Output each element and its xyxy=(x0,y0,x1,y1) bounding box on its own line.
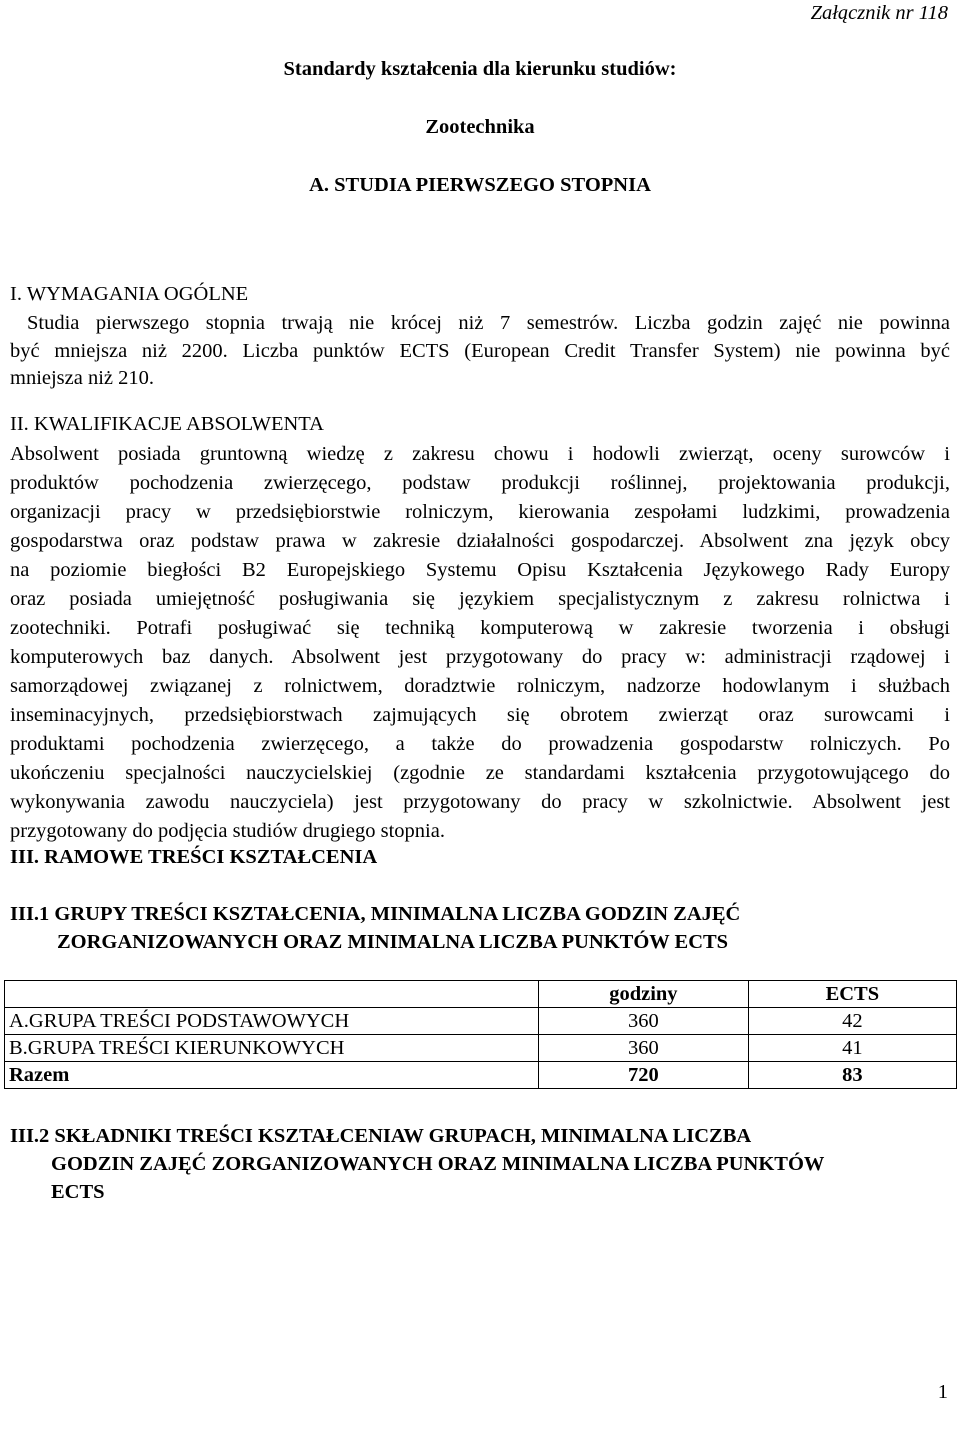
table-cell: 83 xyxy=(748,1062,956,1089)
section-2-heading: II. KWALIFIKACJE ABSOLWENTA xyxy=(10,413,324,435)
section-1-line: Studia pierwszego stopnia trwają nie krócej niż 7 semestrów. Liczba godzin zajęć nie powinna xyxy=(27,312,950,334)
section-2-line: produktów pochodzenia zwierzęcego, podstaw produkcji roślinnej, projektowania produkcji, xyxy=(10,472,950,494)
table-header-cell xyxy=(5,981,539,1008)
page-number: 1 xyxy=(937,1381,948,1403)
section-3-1-line: ZORGANIZOWANYCH ORAZ MINIMALNA LICZBA PUNKTÓW ECTS xyxy=(57,931,729,953)
section-1-heading: I. WYMAGANIA OGÓLNE xyxy=(10,283,249,305)
section-2-line: inseminacyjnych, przedsiębiorstwach zajmujących się obrotem zwierząt oraz surowcami i xyxy=(10,704,950,726)
field-of-study: Zootechnika xyxy=(425,116,535,138)
table-cell: A.GRUPA TREŚCI PODSTAWOWYCH xyxy=(5,1008,539,1035)
section-2-line: Absolwent posiada gruntowną wiedzę z zakresu chowu i hodowli zwierząt, oceny surowców i xyxy=(10,443,950,465)
table-cell: 41 xyxy=(748,1035,956,1062)
section-2-line: oraz posiada umiejętność posługiwania się językiem specjalistycznym z zakresu rolnictwa i xyxy=(10,588,950,610)
section-1-body xyxy=(10,310,950,393)
table-header-cell: ECTS xyxy=(748,981,956,1008)
section-2-line: organizacji pracy w przedsiębiorstwie rolniczym, kierowania zespołami ludzkimi, prowadzenia xyxy=(10,501,950,523)
table-cell: 42 xyxy=(748,1008,956,1035)
section-3-2-heading xyxy=(10,1122,824,1206)
section-2-line: na poziomie biegłości B2 Europejskiego Systemu Opisu Kształcenia Językowego Rady Europy xyxy=(10,559,950,581)
table-total-row xyxy=(5,1062,957,1089)
section-3-2-line: III.2 SKŁADNIKI TREŚCI KSZTAŁCENIAW GRUPACH, MINIMALNA LICZBA xyxy=(10,1125,752,1147)
document-title: Standardy kształcenia dla kierunku studiów: xyxy=(283,58,677,80)
section-3-2-line: GODZIN ZAJĘĆ ZORGANIZOWANYCH ORAZ MINIMALNA LICZBA PUNKTÓW xyxy=(51,1153,825,1175)
table-header-row xyxy=(5,981,957,1008)
study-level: A. STUDIA PIERWSZEGO STOPNIA xyxy=(309,174,651,196)
table-row xyxy=(5,1008,957,1035)
section-3-1-line: III.1 GRUPY TREŚCI KSZTAŁCENIA, MINIMALNA LICZBA GODZIN ZAJĘĆ xyxy=(10,903,741,925)
section-2-line: komputerowych baz danych. Absolwent jest przygotowany do pracy w: administracji rządowej i xyxy=(10,646,950,668)
section-2-line: wykonywania zawodu nauczyciela) jest przygotowany do pracy w szkolnictwie. Absolwent jest xyxy=(10,791,950,813)
table-cell: Razem xyxy=(5,1062,539,1089)
section-3-1-heading xyxy=(10,900,740,956)
annex-label: Załącznik nr 118 xyxy=(810,2,948,24)
table-cell: 720 xyxy=(539,1062,749,1089)
section-2-line: gospodarstwa oraz podstaw prawa w zakresie działalności gospodarczej. Absolwent zna język obcy xyxy=(10,530,950,552)
section-2-body xyxy=(10,440,950,846)
section-2-line: ukończeniu specjalności nauczycielskiej (zgodnie ze standardami kształcenia przygotowującego do xyxy=(10,762,950,784)
section-2-line: przygotowany do podjęcia studiów drugiego stopnia. xyxy=(10,820,445,842)
table-cell: 360 xyxy=(539,1008,749,1035)
table-cell: B.GRUPA TREŚCI KIERUNKOWYCH xyxy=(5,1035,539,1062)
section-1-line: mniejsza niż 210. xyxy=(10,367,155,389)
section-2-line: samorządowej związanej z rolnictwem, doradztwie rolniczym, nadzorze hodowlanym i służbach xyxy=(10,675,950,697)
section-1-line: być mniejsza niż 2200. Liczba punktów ECTS (European Credit Transfer System) nie powinna być xyxy=(10,339,950,362)
table-header-cell: godziny xyxy=(539,981,749,1008)
section-3-2-line: ECTS xyxy=(51,1181,105,1203)
ects-table xyxy=(4,980,957,1089)
section-2-line: zootechniki. Potrafi posługiwać się techniką komputerową w zakresie tworzenia i obsługi xyxy=(10,617,950,639)
table-cell: 360 xyxy=(539,1035,749,1062)
table-row xyxy=(5,1035,957,1062)
section-3-heading: III. RAMOWE TREŚCI KSZTAŁCENIA xyxy=(10,846,378,868)
section-2-line: produktami pochodzenia zwierzęcego, a także do prowadzenia gospodarstw rolniczych. Po xyxy=(10,733,950,755)
